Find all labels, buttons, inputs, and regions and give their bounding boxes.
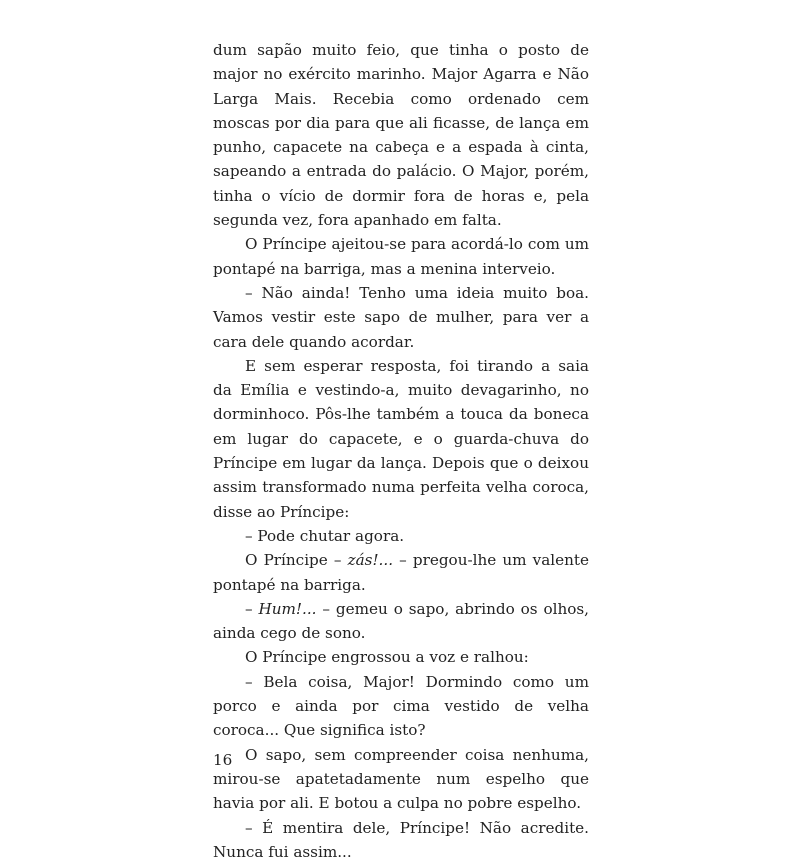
page-number: 16	[213, 748, 232, 772]
dialogue-paragraph: – Pode chutar agora.	[213, 524, 589, 548]
paragraph-with-onomatopoeia	[213, 548, 589, 597]
dialogue-paragraph-with-onomatopoeia	[213, 597, 589, 646]
text-segment: – gemeu o sapo, abrindo os olhos, ainda cego de sono.	[213, 600, 589, 642]
paragraph-continuation: dum sapão muito feio, que tinha o posto de major no exército marinho. Major Agarra e Não Larga Mais. Recebia como ordenado cem moscas por dia para que ali ficasse, de lança em punho, capacete na cabeça e a espada à cinta, sapeando a entrada do palácio. O Major, porém, tinha o vício de dormir fora de horas e, pela segunda vez, fora apanhado em falta.	[213, 38, 589, 232]
italic-onomatopoeia: Hum!...	[259, 600, 317, 618]
paragraph: O Príncipe ajeitou-se para acordá-lo com um pontapé na barriga, mas a menina interveio.	[213, 232, 589, 281]
italic-onomatopoeia: zás!...	[348, 551, 393, 569]
page-body	[213, 38, 589, 864]
paragraph: E sem esperar resposta, foi tirando a saia da Emília e vestindo-a, muito devagarinho, no dorminhoco. Pôs-lhe também a touca da boneca em lugar do capacete, e o guarda-chuva do Príncipe em lugar da lança. Depois que o deixou assim transformado numa perfeita velha coroca, disse ao Príncipe:	[213, 354, 589, 524]
dialogue-paragraph: – Não ainda! Tenho uma ideia muito boa. Vamos vestir este sapo de mulher, para ver a cara dele quando acordar.	[213, 281, 589, 354]
paragraph: O Príncipe engrossou a voz e ralhou:	[213, 645, 589, 669]
dialogue-dash: –	[245, 600, 259, 618]
text-segment: O Príncipe –	[245, 551, 348, 569]
dialogue-paragraph: – Bela coisa, Major! Dormindo como um porco e ainda por cima vestido de velha coroca... Que significa isto?	[213, 670, 589, 743]
dialogue-paragraph: – É mentira dele, Príncipe! Não acredite. Nunca fui assim...	[213, 816, 589, 864]
paragraph: O sapo, sem compreender coisa nenhuma, mirou-se apatetadamente num espelho que havia por ali. E botou a culpa no pobre espelho.	[213, 743, 589, 816]
text-segment: – pregou-lhe um valente pontapé na barriga.	[213, 551, 589, 593]
